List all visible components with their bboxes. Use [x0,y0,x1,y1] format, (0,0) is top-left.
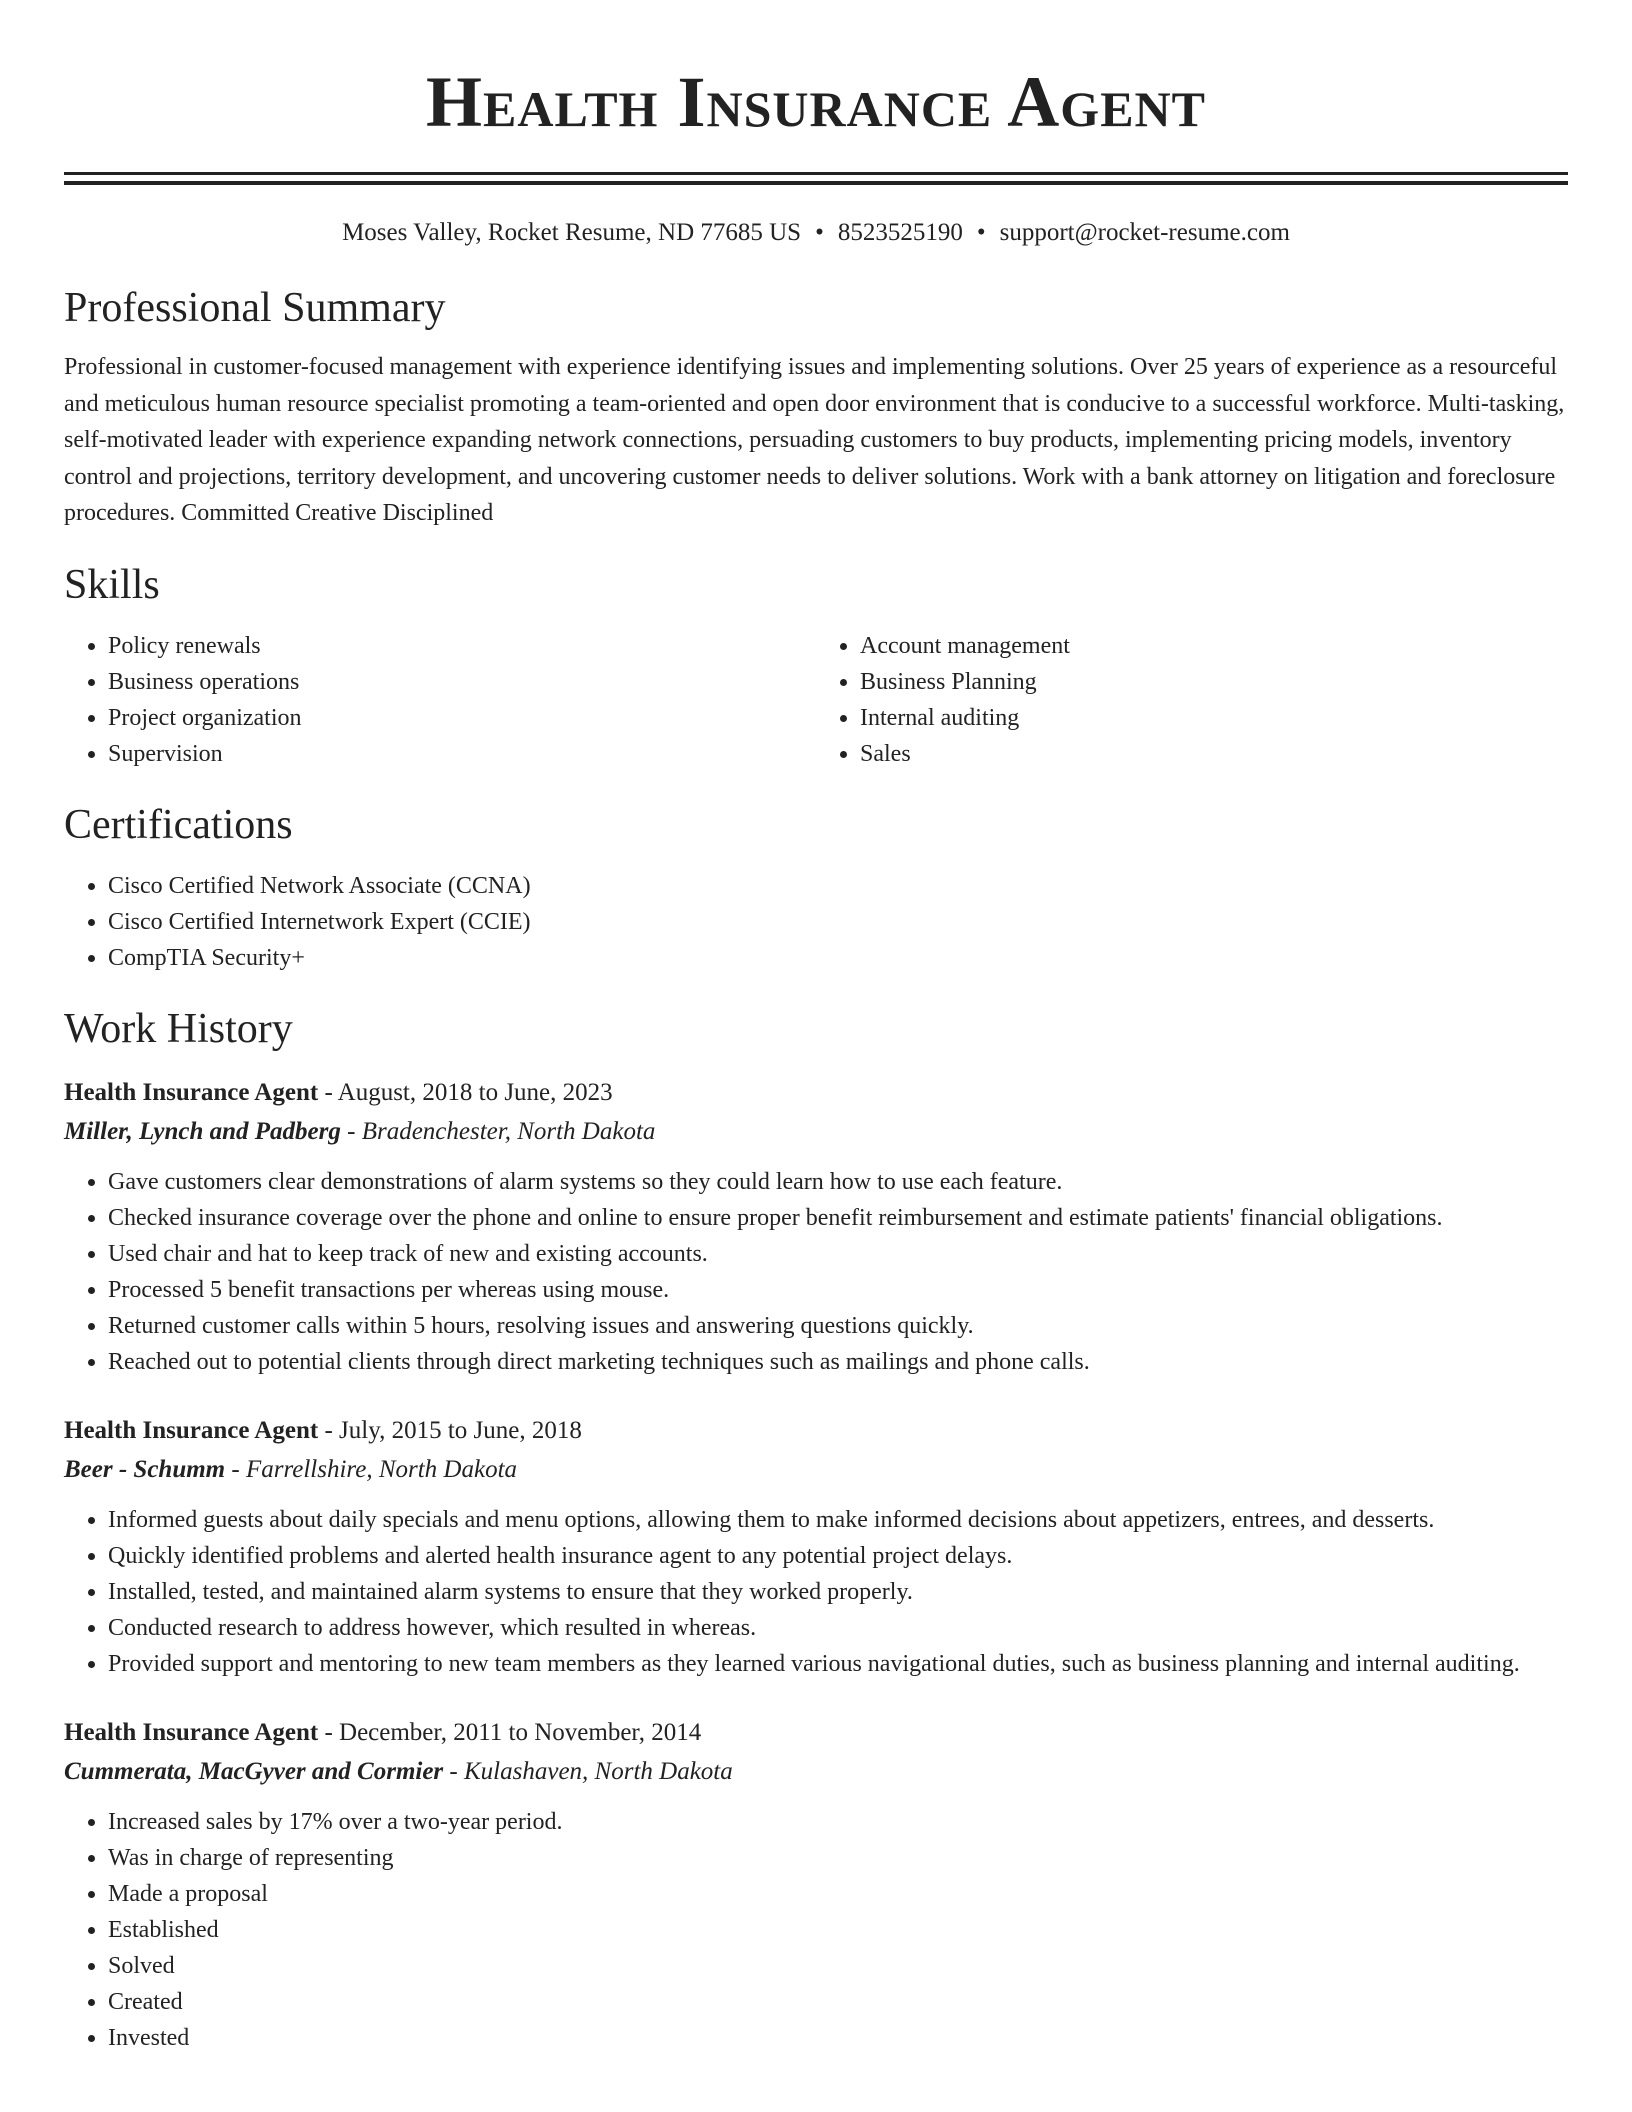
resume-page [64,0,1568,2056]
job-company-line: Beer - Schumm - Farrellshire, North Dakota [64,1455,518,1483]
header-rule-bottom [64,181,1568,185]
job-bullet: • Solved [108,1948,1568,1984]
contact-separator: • [976,219,986,246]
job-bullet: • Invested [108,2020,1568,2056]
contact-email: support@rocket-resume.com [999,219,1290,246]
skills-heading: Skills [64,561,160,608]
certification-item: • Cisco Certified Network Associate (CCNA) [108,868,1568,904]
job-bullets [64,1164,1568,1380]
skills-list-left [64,628,816,772]
skill-item: • Supervision [108,736,816,772]
skill-item: • Account management [860,628,1568,664]
certifications-heading: Certifications [64,801,293,848]
job-entry [64,1412,1568,1682]
skills-list-right [816,628,1568,772]
job-bullet: • Gave customers clear demonstrations of alarm systems so they could learn how to use each feature. [108,1164,1568,1200]
job-dates: December, 2011 to November, 2014 [339,1718,702,1746]
certification-item: • CompTIA Security+ [108,940,1568,976]
job-bullet: • Processed 5 benefit transactions per whereas using mouse. [108,1272,1568,1308]
job-bullet: • Conducted research to address however, which resulted in whereas. [108,1610,1568,1646]
skill-item: • Internal auditing [860,700,1568,736]
skills-grid [64,628,1568,772]
certifications-list [64,868,1568,976]
job-location: Bradenchester, North Dakota [361,1117,656,1145]
job-header: Health Insurance Agent - December, 2011 to November, 2014 [64,1718,702,1746]
job-entry [64,1714,1568,2056]
job-location: Kulashaven, North Dakota [464,1757,733,1785]
job-bullet: • Established [108,1912,1568,1948]
job-company: Beer - Schumm [64,1455,226,1483]
job-bullet: • Was in charge of representing [108,1840,1568,1876]
job-bullet: • Provided support and mentoring to new team members as they learned various navigational duties, such as business planning and internal auditing. [108,1646,1568,1682]
contact-phone: 8523525190 [837,219,963,246]
job-header: Health Insurance Agent - August, 2018 to June, 2023 [64,1078,613,1106]
job-bullet: • Informed guests about daily specials and menu options, allowing them to make informed decisions about appetizers, entrees, and desserts. [108,1502,1568,1538]
job-entry [64,1074,1568,1380]
header-rule-top [64,172,1568,175]
job-role: Health Insurance Agent [64,1416,319,1444]
skill-item: • Policy renewals [108,628,816,664]
job-bullet: • Quickly identified problems and alerted health insurance agent to any potential project delays. [108,1538,1568,1574]
certification-item: • Cisco Certified Internetwork Expert (CCIE) [108,904,1568,940]
job-company-line: Cummerata, MacGyver and Cormier - Kulashaven, North Dakota [64,1757,733,1785]
skill-item: • Sales [860,736,1568,772]
job-bullet: • Returned customer calls within 5 hours, resolving issues and answering questions quickly. [108,1308,1568,1344]
contact-line [64,217,1568,249]
skill-item: • Project organization [108,700,816,736]
job-bullet: • Increased sales by 17% over a two-year period. [108,1804,1568,1840]
job-dates: August, 2018 to June, 2023 [337,1078,613,1106]
job-dates: July, 2015 to June, 2018 [339,1416,582,1444]
resume-name: Health Insurance Agent [425,62,1206,142]
job-company: Miller, Lynch and Padberg [64,1117,341,1145]
job-bullet: • Reached out to potential clients through direct marketing techniques such as mailings and phone calls. [108,1344,1568,1380]
summary-heading: Professional Summary [64,285,446,331]
job-bullets [64,1502,1568,1682]
job-bullets [64,1804,1568,2056]
job-location: Farrellshire, North Dakota [245,1455,518,1483]
job-company: Cummerata, MacGyver and Cormier [64,1757,444,1785]
skill-item: • Business operations [108,664,816,700]
work-history-heading: Work History [64,1005,293,1052]
job-company-line: Miller, Lynch and Padberg - Bradenchester, North Dakota [64,1117,656,1145]
job-role: Health Insurance Agent [64,1718,319,1746]
job-header: Health Insurance Agent - July, 2015 to June, 2018 [64,1416,582,1444]
job-bullet: • Checked insurance coverage over the phone and online to ensure proper benefit reimbursement and estimate patients' financial obligations. [108,1200,1568,1236]
summary-text: Professional in customer-focused management with experience identifying issues and implementing solutions. Over 25 years of experience as a resourceful and meticulous human resource specialist promoting a team-oriented and open door environment that is conducive to a successful workforce. Multi-tasking, self-motivated leader with experience expanding network connections, persuading customers to buy products, implementing pricing models, inventory control and projections, territory development, and uncovering customer needs to deliver solutions. Work with a bank attorney on litigation and foreclosure procedures. Committed Creative Disciplined [64,354,1565,526]
job-bullet: • Used chair and hat to keep track of new and existing accounts. [108,1236,1568,1272]
contact-address: Moses Valley, Rocket Resume, ND 77685 US [342,219,802,246]
contact-separator: • [815,219,824,246]
job-bullet: • Created [108,1984,1568,2020]
job-bullet: • Installed, tested, and maintained alarm systems to ensure that they worked properly. [108,1574,1568,1610]
job-bullet: • Made a proposal [108,1876,1568,1912]
job-role: Health Insurance Agent [64,1078,319,1106]
skill-item: • Business Planning [860,664,1568,700]
